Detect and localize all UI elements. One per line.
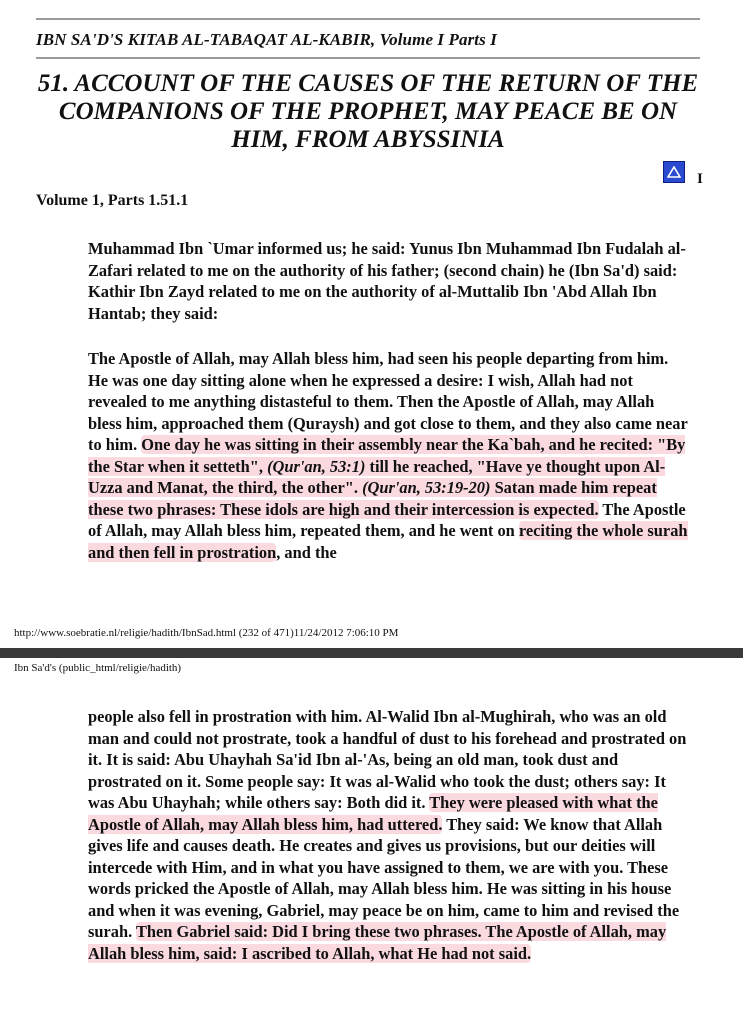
- text-span: One day he was sitting in their assembly near the Ka`bah, and he recited: "By the Star when it setteth",: [88, 435, 686, 476]
- quran-reference: (Qur'an, 53:1): [267, 456, 366, 476]
- paragraph-continuation: [88, 706, 688, 964]
- running-head: IBN SA'D'S KITAB AL-TABAQAT AL-KABIR, Volume I Parts I: [36, 30, 497, 49]
- footer-url: http://www.soebratie.nl/religie/hadith/IbnSad.html (232 of 471)11/24/2012 7:06:10 PM: [14, 627, 399, 639]
- text-span: Satan made him repeat these two phrases: These idols are high and their intercession is expected.: [88, 478, 657, 519]
- top-rule: [36, 18, 700, 20]
- paragraph-narrative: [88, 348, 688, 563]
- text-span: The Apostle of Allah, may Allah bless him, repeated them, and he went on: [88, 499, 686, 540]
- nav-up-button[interactable]: [663, 161, 685, 183]
- text-span: till he reached, "Have ye thought upon Al-Uzza and Manat, the third, the other".: [88, 456, 666, 497]
- chapter-title: 51. ACCOUNT OF THE CAUSES OF THE RETURN OF THE COMPANIONS OF THE PROPHET, MAY PEACE BE ON HIM, FROM ABYSSINIA: [37, 70, 699, 153]
- highlighted-passage: reciting the whole surah and then fell in prostration: [88, 521, 688, 562]
- text-span: people also fell in prostration with him. Al-Walid Ibn al-Mughirah, who was an old man and could not prostrate, took a handful of dust to his forehead and prostrated on it. It is said: Abu Uhayhah Sa'id Ibn al-'As, being an old man, took dust and prostrated on it. Some people say: It was al-Walid who took the dust; others say: It was Abu Uhayhah; while others say: Both did it.: [88, 707, 687, 812]
- paragraph-isnad: Muhammad Ibn `Umar informed us; he said: Yunus Ibn Muhammad Ibn Fudalah al-Zafari related to me on the authority of his father; (second chain) he (Ibn Sa'd) said: Kathir Ibn Zayd related to me on the authority of al-Muttalib Ibn 'Abd Allah Ibn Hantab; they said:: [88, 239, 686, 323]
- highlighted-passage: [88, 435, 685, 519]
- up-triangle-icon: [667, 166, 681, 178]
- highlighted-passage: They were pleased with what the Apostle of Allah, may Allah bless him, had uttered.: [88, 793, 658, 834]
- header-rule: [36, 57, 700, 59]
- nav-label: I: [697, 171, 703, 187]
- volume-reference: Volume 1, Parts 1.51.1: [36, 192, 189, 209]
- text-span: , and the: [276, 542, 337, 562]
- highlighted-passage: Then Gabriel said: Did I bring these two phrases. The Apostle of Allah, may Allah bless him, said: I ascribed to Allah, what He had not said.: [88, 922, 667, 963]
- page-header: Ibn Sa'd's (public_html/religie/hadith): [14, 662, 182, 674]
- text-span: They said: We know that Allah gives life and causes death. He creates and gives us provisions, but our deities will intercede with Him, and in what you have assigned to them, we are with you. These words pricked the Apostle of Allah, may Allah bless him. He was sitting in his house and when it was evening, Gabriel, may peace be on him, came to him and revised the surah.: [88, 814, 680, 941]
- page-break-bar: [0, 648, 743, 658]
- text-span: The Apostle of Allah, may Allah bless him, had seen his people departing from him. He was one day sitting alone when he expressed a desire: I wish, Allah had not revealed to me anything distasteful to them. Then the Apostle of Allah, may Allah bless him, approached them (Quraysh) and got close to them, and they also came near to him.: [88, 349, 688, 454]
- quran-reference: (Qur'an, 53:19-20): [362, 478, 491, 497]
